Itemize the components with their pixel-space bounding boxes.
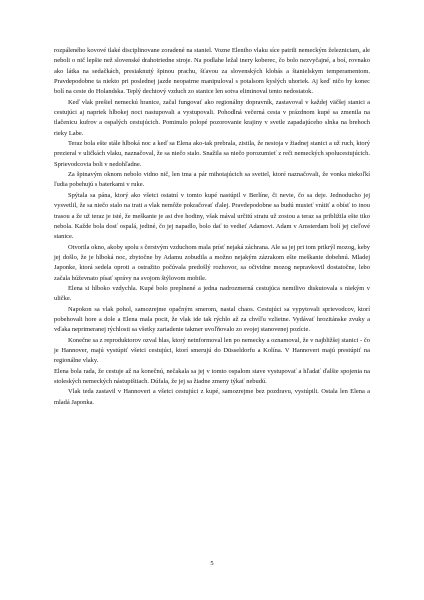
paragraph: Konečne sa z reproduktorov ozval hlas, ktorý neinformoval len po nemecky a oznamoval, že v najbližšej stanici - čo je Hannover, majú vystúpiť všetci cestujúci, ktorí smerujú do Düsseldorfu a Kolína. V Hannoveri majú prestúpiť na regionálne vlaky. — [54, 336, 370, 365]
paragraph: Otvorila okno, akoby spolu s čerstvým vzduchom mala prísť nejaká záchrana. Ale sa jej pri tom prikrýl mozog, keby jej došlo, že je hlboká noc, zbytočne by Adamu zobudila a možno nejakým zázrakom ešte meškanie dobehnú. Mladej Japonke, ktorá sedela oproti a ostražito počúvala predošlý rozhovor, sa očividne mozog nepravkovil dostatočne, lebo začala húževnato písať správy na svojom štýlovom mobile. — [54, 243, 370, 282]
paragraph: Spýtala sa pána, ktorý ako všetci ostatní v tomto kupé nastúpil v Berlíne, či nevie, čo sa deje. Jednoducho jej vysvetlil, že sa niečo stalo na trati a vlak nemôže pokračovať ďalej. Pravdepodobne sa budú musieť vrátiť a obísť to inou trasou a že už teraz je isté, že meškanie je asi dve hodiny, však mával určitú stratu už zostou a teraz sa približila ešte tiko nebola. Každe bola dosť ospalá, jediné, čo jej napadlo, bolo dať to vedieť Adamovi. Adam v Amsterdam bolí jej cieľové stanice. — [54, 191, 370, 241]
page-number: 5 — [210, 560, 214, 567]
paragraph: Teraz bola ešte stále hlboká noc a keď sa Elena ako-tak prebrala, zistila, že nestojа v žiadnej stanici a už ruch, ktorý prezieral v uličkách vlaku, naznačoval, že sa niečo stalo. Snažila sa niečo porozumieť z reči nemeckých spolucestujúcich. Sprievodcovia boli v nedohľadne. — [54, 140, 370, 168]
paragraph: Za špinavým oknom nebolo vidno nič, len tma a pár mihotajúcich sa svetiel, ktoré naznačovali, že vonka niekoľkí ľudia pobehujú s baterkami v ruke. — [54, 171, 370, 189]
paragraph: Elena si hlboko vzdychla. Kupé bolo preplnené a jedna nadrozmerná cestujúca nemilivo diskutovala s niekým v uličke. — [54, 284, 370, 303]
paragraph: Elena bola rada, že cestuje až na konečnú, nečakala sa jej v tomto ospalom stave vystupovať a hľadať ďalšie spojenia na stoleských nemeckých nástupištiach. Dúfala, že jej sa žiadne zmeny týkať nebudú. — [54, 367, 370, 385]
paragraph: Napokon sa vlak pohol, samozrejme opačným smerom, nastal chaos. Cestujúci sa vypytovali sprievodcov, ktorí pobehovali hore a dole a Elena mala pocit, že vlak ide tak rýchlo až za chvíľu vzlietne. Vydávať hrozitánske zvuky a vďaka neprimeranej rýchlosti sa všetky zariadenie takmer uvoľňovalo zo svojej stanovenej pozície. — [54, 305, 370, 334]
paragraph: Vlak teda zastavil v Hannoveri a všetci cestujúci z kupé, samozrejme bez pozdravu, vystúpili. Ostala len Elena a mladá Japonka. — [54, 388, 370, 406]
paragraph: rozpáleného kovové tlaké disciplinovane zoradené na staniel. Vozne Eleniho vlaku síce patrili nemeckým železniciam, ale neboli o nič lepšie než slovenské drahotriedne stroje. Na podlahe ležal inery koberec, čo bolo nezvyčajné, a boí, rovnako ako látka na sedačkách, presiaknutý špinou prachu, šťavou za slovenských klobás a štanielskym temperamentom. Pravdepodobne ta niekto pri poslednej jazde neopatrne manipuloval s potalsom kyslých uhoriek. Aj keď ničo by konec bolí na ceste do Holandska. Teplý dechtový vzduch zo stanice len sotva eliminoval tento nedostatok. — [54, 47, 370, 96]
body-text — [54, 46, 370, 408]
paragraph: Keď vlak prešiel nemeckú hranice, začal fungovať ako regionálny dopravník, zastavoval v každej väčšej stanici a cestujúci aj napriek hlbokej noci nastupovali a vystupovali. Pohodlná večerná cesta v prázdnom kupé sa zmenila na tlačenicu kufrov a ospalých cestujúcich. Pominulo polopé pozorovanie krajiny v svetle zapadajúceho slnka na brehoch rieky Labe. — [54, 98, 370, 137]
